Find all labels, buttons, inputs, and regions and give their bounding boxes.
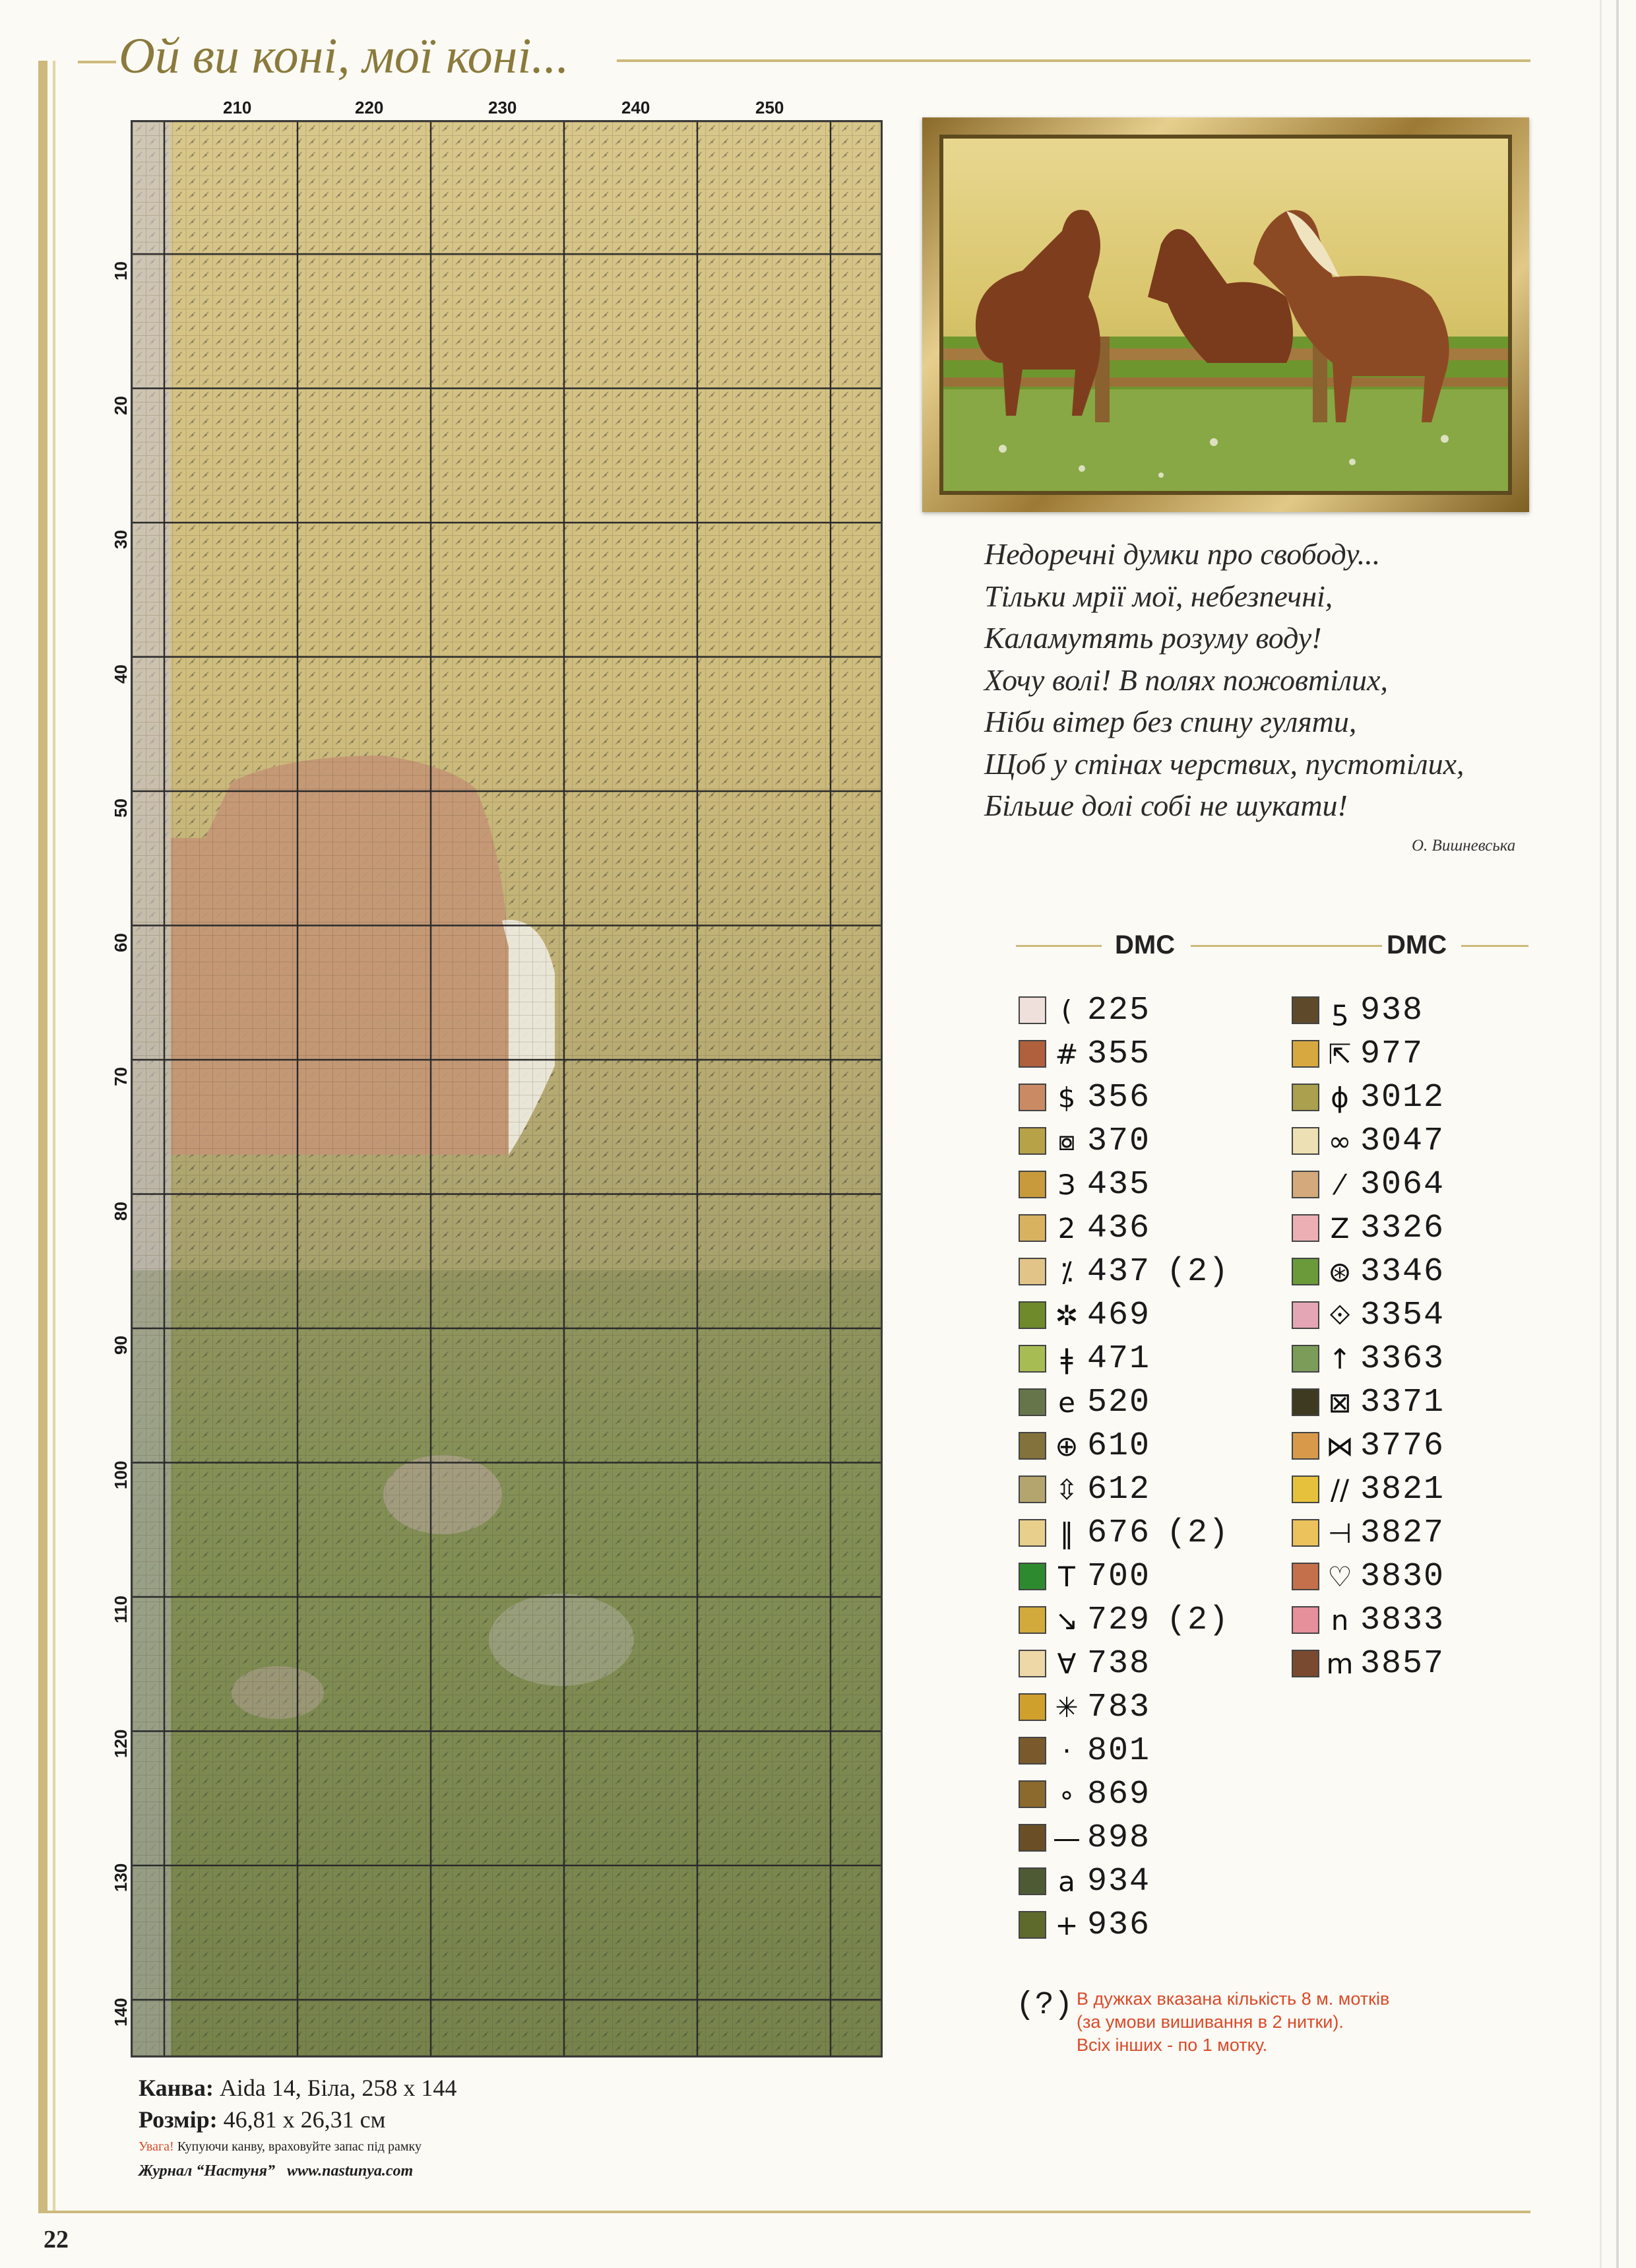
poem-author: О. Вишневська: [1412, 837, 1516, 855]
dmc-code: 700: [1087, 1557, 1151, 1596]
stitch-symbol: ⧇: [1057, 1124, 1076, 1157]
dmc-code: 612: [1087, 1470, 1151, 1508]
dmc-code: 738: [1087, 1644, 1151, 1683]
color-swatch: [1292, 1258, 1319, 1285]
stitch-symbol: ⊣: [1327, 1516, 1352, 1549]
warning-text: Купуючи канву, враховуйте запас під рамку: [177, 2139, 422, 2154]
legend-row-3064: [1292, 1163, 1461, 1206]
color-swatch: [1292, 1171, 1319, 1198]
color-swatch: [1019, 1214, 1046, 1242]
poem-line: Недоречні думки про свободу...: [984, 537, 1381, 571]
legend-row-520: [1019, 1380, 1166, 1424]
color-swatch: [1019, 1258, 1046, 1285]
dmc-code: 471: [1087, 1340, 1151, 1378]
stitch-symbol: ⊛: [1328, 1255, 1352, 1288]
dmc-code: 356: [1087, 1078, 1151, 1117]
stitch-symbol: ⊕: [1055, 1429, 1079, 1462]
color-swatch: [1019, 1084, 1046, 1111]
poem-line: Ніби вітер без спину гуляти,: [984, 705, 1357, 738]
legend-row-801: [1019, 1729, 1166, 1772]
cross-stitch-chart: [131, 120, 883, 2057]
legend-row-3821: [1292, 1468, 1461, 1511]
dmc-code: 934: [1087, 1862, 1151, 1900]
dmc-code: 938: [1360, 991, 1424, 1029]
warning-note: [139, 2135, 456, 2158]
stitch-symbol: e: [1058, 1386, 1075, 1419]
chart-row-label: 60: [111, 932, 131, 952]
stitch-symbol: ⋈: [1326, 1429, 1354, 1462]
dmc-code: 3354: [1360, 1296, 1445, 1334]
stitch-symbol: ✲: [1055, 1299, 1079, 1332]
legend-row-898: [1019, 1816, 1166, 1860]
chart-column-label: 210: [223, 98, 252, 117]
chart-column-label: 240: [621, 98, 650, 117]
chart-row-label: 80: [111, 1201, 131, 1221]
color-swatch: [1292, 1519, 1319, 1547]
dmc-code: 869: [1087, 1775, 1151, 1813]
color-swatch: [1292, 1606, 1319, 1634]
stitch-symbol: ∀: [1057, 1647, 1077, 1680]
stitch-symbol: ‖: [1059, 1516, 1074, 1549]
dmc-code: 676: [1087, 1514, 1151, 1552]
color-swatch: [1292, 1650, 1319, 1677]
color-swatch: [1292, 1214, 1319, 1242]
legend-rule-left-b: [1191, 945, 1382, 947]
dmc-code: 3833: [1360, 1601, 1445, 1639]
dmc-code: 3326: [1360, 1209, 1445, 1247]
stitch-symbol: ♡: [1327, 1560, 1352, 1593]
chart-row-label: 130: [111, 1863, 131, 1892]
legend-row-3326: [1292, 1206, 1461, 1250]
chart-row-label: 50: [111, 798, 131, 818]
dmc-code: 729: [1087, 1601, 1151, 1639]
legend-row-225: [1019, 988, 1166, 1032]
dmc-code: 610: [1087, 1427, 1151, 1465]
stitch-symbol: ⊠: [1328, 1386, 1352, 1419]
stitch-symbol: //: [1330, 1473, 1350, 1506]
page-number: 22: [44, 2226, 69, 2253]
legend-row-610: [1019, 1424, 1166, 1468]
chart-row-label: 140: [111, 1997, 131, 2026]
dmc-code: 801: [1087, 1732, 1151, 1770]
stitch-symbol: ǂ: [1060, 1342, 1073, 1375]
legend-row-437: [1019, 1250, 1230, 1293]
dmc-code: 898: [1087, 1819, 1151, 1857]
legend-row-3012: [1292, 1076, 1461, 1119]
legend-header-left: DMC: [1115, 930, 1176, 959]
chart-row-label: 20: [111, 395, 131, 415]
stitch-symbol: ⁒: [1060, 1255, 1073, 1288]
legend-row-729: [1019, 1598, 1230, 1642]
canvas-value: Aida 14, Біла, 258 х 144: [219, 2075, 457, 2101]
legend-row-3371: [1292, 1380, 1461, 1424]
stitch-symbol: n: [1331, 1604, 1349, 1636]
warning-label: Увага!: [139, 2139, 174, 2154]
legend-row-355: [1019, 1032, 1166, 1076]
legend-rule-left-a: [1016, 945, 1102, 947]
stitch-symbol: ƽ: [1331, 994, 1348, 1027]
chart-column-label: 230: [488, 98, 517, 117]
legend-row-934: [1019, 1860, 1166, 1903]
poem-line: Тільки мрії мої, небезпечні,: [984, 579, 1333, 613]
stitch-symbol: ⇱: [1328, 1037, 1352, 1070]
legend-row-471: [1019, 1337, 1166, 1380]
dmc-code: 520: [1087, 1383, 1151, 1421]
color-swatch: [1019, 1780, 1046, 1808]
horses-picture: [943, 139, 1508, 491]
color-swatch: [1019, 1040, 1046, 1068]
legend-row-783: [1019, 1685, 1166, 1729]
color-swatch: [1292, 1475, 1319, 1503]
poem-line: Більше долі собі не шукати!: [984, 789, 1348, 822]
dmc-code: 977: [1360, 1035, 1424, 1073]
legend-row-612: [1019, 1468, 1166, 1511]
note-line: В дужках вказана кількість 8 м. мотків: [1077, 1989, 1390, 2009]
stitch-symbol: —: [1053, 1821, 1081, 1854]
color-swatch: [1292, 1432, 1319, 1460]
note-line: Всіх інших - по 1 мотку.: [1077, 2035, 1268, 2055]
color-swatch: [1292, 1127, 1319, 1155]
size-info: [139, 2104, 456, 2135]
stitch-symbol: #: [1055, 1037, 1079, 1070]
color-swatch: [1019, 1693, 1046, 1721]
legend-row-3827: [1292, 1511, 1461, 1555]
journal-site: www.nastunya.com: [287, 2162, 414, 2180]
color-swatch: [1019, 1606, 1046, 1634]
stitch-symbol: (: [1061, 994, 1073, 1027]
chart-row-label: 120: [111, 1729, 131, 1758]
journal-credit: [139, 2158, 456, 2184]
chart-row-label: 90: [111, 1336, 131, 1355]
chart-row-label: 110: [111, 1596, 131, 1623]
dmc-code: 435: [1087, 1165, 1151, 1204]
stitch-symbol: $: [1057, 1081, 1076, 1114]
note-line: (за умови вишивання в 2 нитки).: [1077, 2012, 1344, 2032]
size-label: Розмір:: [139, 2106, 218, 2133]
color-swatch: [1019, 1911, 1046, 1939]
poem-line: Щоб у стінах черствих, пустотілих,: [984, 746, 1464, 781]
stitch-symbol: T: [1058, 1560, 1075, 1593]
stitch-symbol: ↑: [1328, 1342, 1352, 1375]
dmc-code: 3371: [1360, 1383, 1445, 1421]
legend-row-356: [1019, 1076, 1166, 1119]
stitch-symbol: ·: [1062, 1734, 1071, 1767]
color-swatch: [1019, 996, 1046, 1024]
legend-row-938: [1292, 988, 1439, 1032]
chart-column-label: 250: [755, 98, 784, 117]
legend-row-700: [1019, 1555, 1166, 1598]
legend-row-435: [1019, 1163, 1166, 1206]
legend-row-977: [1292, 1032, 1439, 1076]
canvas-label: Канва:: [139, 2075, 214, 2101]
dmc-code: 355: [1087, 1035, 1151, 1073]
legend-row-3830: [1292, 1555, 1461, 1598]
legend-row-676: [1019, 1511, 1230, 1555]
color-swatch: [1019, 1867, 1046, 1895]
color-swatch: [1019, 1127, 1046, 1155]
color-swatch: [1019, 1171, 1046, 1198]
color-swatch: [1019, 1650, 1046, 1677]
poem-line: Хочу волі! В полях пожовтілих,: [984, 663, 1388, 697]
photo-image: [939, 135, 1512, 495]
dmc-code: 3064: [1360, 1165, 1445, 1204]
legend-row-3346: [1292, 1250, 1461, 1293]
dmc-code: 3821: [1360, 1470, 1445, 1508]
legend-row-3776: [1292, 1424, 1461, 1468]
color-swatch: [1292, 1040, 1319, 1068]
bottom-rule: [38, 2211, 1530, 2213]
header-rule-left: [78, 61, 116, 63]
color-swatch: [1019, 1345, 1046, 1373]
stitch-symbol: Z: [1330, 1212, 1350, 1245]
color-swatch: [1292, 1345, 1319, 1373]
framed-photo: [922, 117, 1529, 512]
color-swatch: [1292, 1563, 1319, 1590]
color-swatch: [1019, 1388, 1046, 1416]
chart-row-label: 100: [111, 1460, 131, 1489]
left-border-bar: [38, 61, 47, 2212]
header-rule-right: [617, 59, 1530, 62]
stitch-symbol: 2: [1057, 1212, 1076, 1245]
legend-row-370: [1019, 1119, 1166, 1163]
color-swatch: [1019, 1301, 1046, 1329]
dmc-code: 3857: [1360, 1644, 1445, 1683]
legend-row-3857: [1292, 1642, 1461, 1685]
page-title: Ой ви коні, мої коні...: [119, 28, 569, 84]
dmc-code: 3776: [1360, 1427, 1445, 1465]
legend-row-3354: [1292, 1293, 1461, 1337]
dmc-code: 783: [1087, 1688, 1151, 1726]
dmc-code: 437: [1087, 1252, 1151, 1291]
color-swatch: [1292, 1084, 1319, 1111]
page-edge: [1616, 0, 1619, 2268]
legend-row-3047: [1292, 1119, 1461, 1163]
stitch-symbol: ↘: [1055, 1604, 1079, 1636]
poem-line: Каламутять розуму воду!: [984, 621, 1322, 655]
poem: [984, 533, 1532, 827]
stitch-symbol: ✳: [1055, 1691, 1079, 1724]
dmc-code: 3012: [1360, 1078, 1445, 1117]
stitch-symbol: ⁄: [1337, 1168, 1342, 1201]
legend-row-869: [1019, 1772, 1166, 1816]
chart-row-label: 70: [111, 1067, 131, 1086]
stitch-symbol: З: [1057, 1168, 1076, 1201]
left-border-line: [53, 61, 55, 2212]
skein-quantity: (2): [1166, 1252, 1230, 1291]
color-swatch: [1292, 1388, 1319, 1416]
legend-rule-right: [1461, 945, 1528, 947]
dmc-code: 370: [1087, 1122, 1151, 1160]
dmc-code: 3346: [1360, 1252, 1445, 1291]
color-swatch: [1019, 1563, 1046, 1590]
color-swatch: [1019, 1824, 1046, 1852]
size-value: 46,81 х 26,31 см: [223, 2106, 386, 2133]
stitch-symbol: ɸ: [1331, 1081, 1349, 1114]
dmc-code: 3047: [1360, 1122, 1445, 1160]
chart-grid-canvas: [133, 122, 881, 2056]
legend-row-936: [1019, 1903, 1166, 1947]
stitch-symbol: a: [1058, 1865, 1075, 1898]
stitch-symbol: ∘: [1057, 1778, 1076, 1811]
page-edge-shadow: [1600, 0, 1602, 2268]
dmc-code: 436: [1087, 1209, 1151, 1247]
color-swatch: [1019, 1737, 1046, 1765]
stitch-symbol: m: [1326, 1647, 1354, 1680]
dmc-code: 936: [1087, 1906, 1151, 1944]
dmc-code: 225: [1087, 991, 1151, 1029]
canvas-info: [139, 2072, 456, 2104]
note-mark: (?): [1016, 1988, 1073, 2023]
skein-quantity: (2): [1166, 1514, 1230, 1552]
stitch-symbol: ∞: [1328, 1124, 1352, 1157]
chart-column-label: 220: [355, 98, 384, 117]
dmc-code: 3827: [1360, 1514, 1445, 1552]
dmc-code: 3363: [1360, 1340, 1445, 1378]
legend-row-738: [1019, 1642, 1166, 1685]
chart-row-label: 40: [111, 664, 131, 684]
chart-row-label: 30: [111, 530, 131, 549]
legend-row-3833: [1292, 1598, 1461, 1642]
legend-row-436: [1019, 1206, 1166, 1250]
skein-quantity: (2): [1166, 1601, 1230, 1639]
legend-header-right: DMC: [1387, 930, 1447, 959]
legend-note: [1077, 1988, 1472, 2057]
color-swatch: [1292, 996, 1319, 1024]
color-swatch: [1019, 1432, 1046, 1460]
dmc-code: 3830: [1360, 1557, 1445, 1596]
legend-row-3363: [1292, 1337, 1461, 1380]
legend-row-469: [1019, 1293, 1166, 1337]
dmc-code: 469: [1087, 1296, 1151, 1334]
pattern-info: [139, 2072, 456, 2184]
chart-row-label: 10: [111, 261, 131, 280]
color-swatch: [1292, 1301, 1319, 1329]
stitch-symbol: +: [1055, 1908, 1079, 1941]
color-swatch: [1019, 1475, 1046, 1503]
stitch-symbol: ⟐: [1329, 1299, 1351, 1331]
stitch-symbol: ⇳: [1055, 1473, 1079, 1506]
journal-label: Журнал “Настуня”: [139, 2162, 276, 2180]
color-swatch: [1019, 1519, 1046, 1547]
